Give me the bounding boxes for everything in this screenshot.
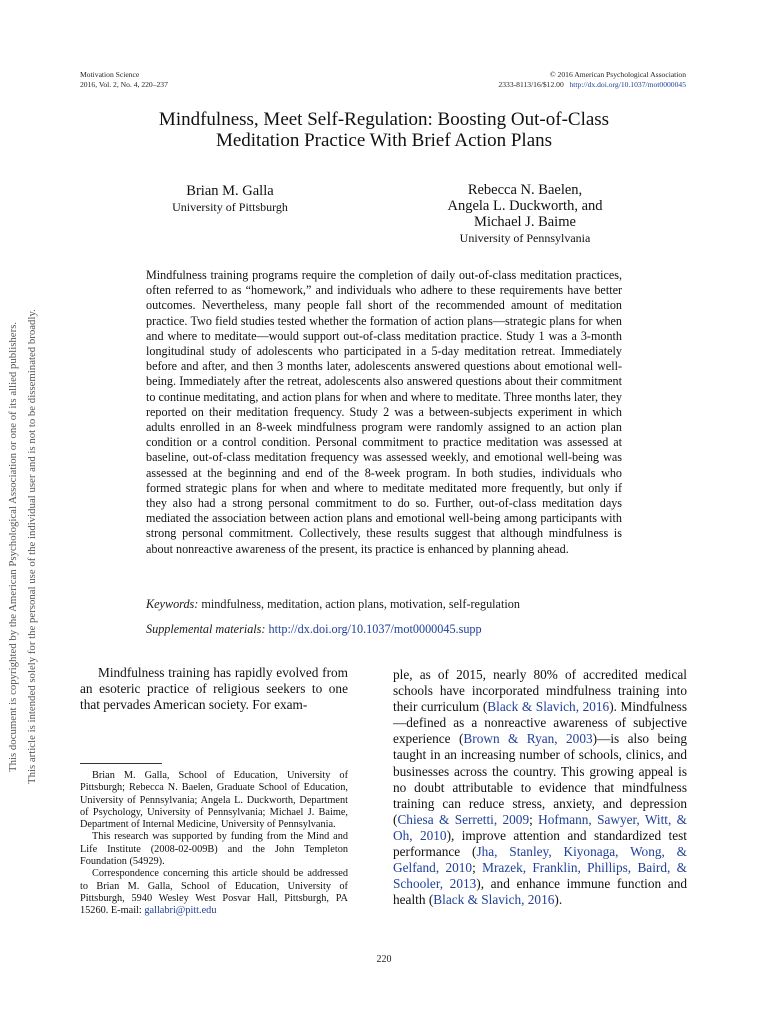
author-block-right — [420, 182, 630, 246]
body-text: ). Mindfulness—defined as a nonreactive awareness of subjective experience ( — [393, 699, 688, 747]
author-name-line-2: Angela L. Duckworth, and — [447, 198, 603, 214]
abstract-text: Mindfulness training programs require the completion of daily out-of-class meditation practices, often referred to as “homework,” and individuals who adhere to these requirements have better outcomes. Nevertheless, many people fall short of the recommended amount of meditation practice. Two field studies tested whether the formation of action plans—strategic plans for when and where to meditate—would support out-of-class meditation practice. Study 1 was a 3-month longitudinal study of adolescents who participated in a 5-day meditation retreat. Immediately before and after, and then 3 months later, adolescents answered questions about emotional well-being. Immediately after the retreat, adolescents also answered questions about their commitment to continue meditating, and action plans for when and where to meditate. Three months later, they reported on their meditation frequency. Study 2 was a between-subjects experiment in which adults enrolled in an 8-week mindfulness program were randomly assigned to an action plan condition or a control condition. Personal commitment to practice meditation was assessed at baseline, out-of-class meditation frequency was assessed weekly, and emotional well-being was assessed at the beginning and end of the 8-week program. In both studies, individuals who formed strategic plans for when and where to meditate meditated more frequently, but only if they also had a strong personal commitment to do so. Further, out-of-class meditation days mediated the association between action plans and emotional well-being among participants with strong personal commitment. Collectively, these results suggest that although mindfulness is about nonreactive awareness of the present, its practice is enhanced by planning ahead. — [146, 268, 622, 556]
correspondence-text: Correspondence concerning this article should be addressed to Brian M. Galla, School of Education, University of Pittsburgh, 5940 Wesley West Posvar Hall, Pittsburgh, PA 15260. E-mail: — [80, 868, 348, 917]
body-text: ; — [529, 811, 539, 827]
citation-link[interactable]: Black & Slavich, 2016 — [433, 892, 555, 908]
citation-link[interactable]: Chiesa & Serretti, 2009 — [397, 811, 530, 827]
citation-link[interactable]: Black & Slavich, 2016 — [487, 699, 610, 715]
footnote-divider — [80, 763, 162, 764]
author-note — [80, 770, 348, 918]
title-line-2: Meditation Practice With Brief Action Plans — [215, 130, 553, 151]
article-title — [80, 109, 688, 151]
citation-link[interactable]: Jha, Stanley, Kiyonaga, Wong, & Gelfand, 2010 — [393, 844, 687, 876]
copyright-line: © 2016 American Psychological Association — [549, 70, 686, 79]
body-text: ), improve attention and standardized test performance ( — [393, 827, 687, 860]
volume-line: 2016, Vol. 2, No. 4, 220–237 — [80, 80, 168, 89]
issn-price: 2333-8113/16/$12.00 — [498, 80, 564, 89]
doi-link[interactable]: http://dx.doi.org/10.1037/mot0000045 — [569, 80, 686, 89]
footnote-correspondence — [80, 868, 348, 917]
keywords — [146, 596, 520, 612]
journal-header-right — [498, 70, 686, 90]
citation-link[interactable]: Hofmann, Sawyer, Witt, & Oh, 2010 — [393, 811, 687, 843]
body-paragraph: Mindfulness training has rapidly evolved from an esoteric practice of religious seekers to one that pervades American society. For exam- — [80, 665, 348, 713]
keywords-label: Keywords: — [146, 597, 199, 611]
author-name-line-3: Michael J. Baime — [474, 214, 576, 230]
body-column-right — [393, 667, 687, 908]
title-line-1: Mindfulness, Meet Self-Regulation: Boosting Out-of-Class — [158, 109, 610, 130]
copyright-sidenote: This document is copyrighted by the American Psychological Association or one of its allied publishers. — [7, 321, 19, 772]
supplemental-materials — [146, 621, 482, 637]
keywords-text: mindfulness, meditation, action plans, motivation, self-regulation — [201, 597, 520, 611]
author-affiliation: University of Pennsylvania — [459, 231, 591, 245]
body-column-left — [80, 665, 348, 713]
abstract — [146, 268, 622, 557]
author-affiliation: University of Pittsburgh — [172, 200, 288, 214]
author-block-left — [130, 183, 330, 215]
author-name: Brian M. Galla — [186, 183, 274, 199]
author-name-line-1: Rebecca N. Baelen, — [467, 182, 583, 198]
footnote-funding: This research was supported by funding from the Mind and Life Institute (2008-02-009B) and the John Templeton Foundation (54929). — [80, 831, 348, 868]
body-text: )—is also being taught in an increasing number of schools, clinics, and businesses across the country. This growing appeal is no doubt attributable to evidence that mindfulness training can reduce stress, anxiety, and depression ( — [393, 731, 688, 827]
body-text: ), and enhance immune function and health ( — [393, 876, 687, 908]
body-paragraph-continued — [393, 667, 687, 908]
usage-sidenote: This article is intended solely for the personal use of the individual user and is not to be disseminated broadly. — [26, 309, 38, 784]
supplemental-label: Supplemental materials: — [146, 622, 266, 636]
email-link[interactable]: gallabri@pitt.edu — [144, 905, 217, 917]
body-text: ; — [472, 860, 483, 876]
body-text: ). — [554, 892, 563, 908]
supplemental-link[interactable]: http://dx.doi.org/10.1037/mot0000045.supp — [268, 622, 482, 636]
body-text: ple, as of 2015, nearly 80% of accredited medical schools have incorporated mindfulness training into their curriculum ( — [393, 667, 687, 715]
citation-link[interactable]: Mrazek, Franklin, Phillips, Baird, & Schooler, 2013 — [393, 860, 687, 892]
journal-header-left — [80, 70, 168, 90]
journal-name: Motivation Science — [80, 70, 140, 79]
issn-doi-line — [498, 80, 686, 90]
citation-link[interactable]: Brown & Ryan, 2003 — [463, 731, 593, 747]
footnote-affiliations: Brian M. Galla, School of Education, University of Pittsburgh; Rebecca N. Baelen, Graduate School of Education, University of Pennsylvania; Angela L. Duckworth, Department of Psychology, University of Pennsylvania; Michael J. Baime, Department of Internal Medicine, University of Pennsylvania. — [80, 770, 348, 831]
page-number: 220 — [376, 954, 392, 965]
